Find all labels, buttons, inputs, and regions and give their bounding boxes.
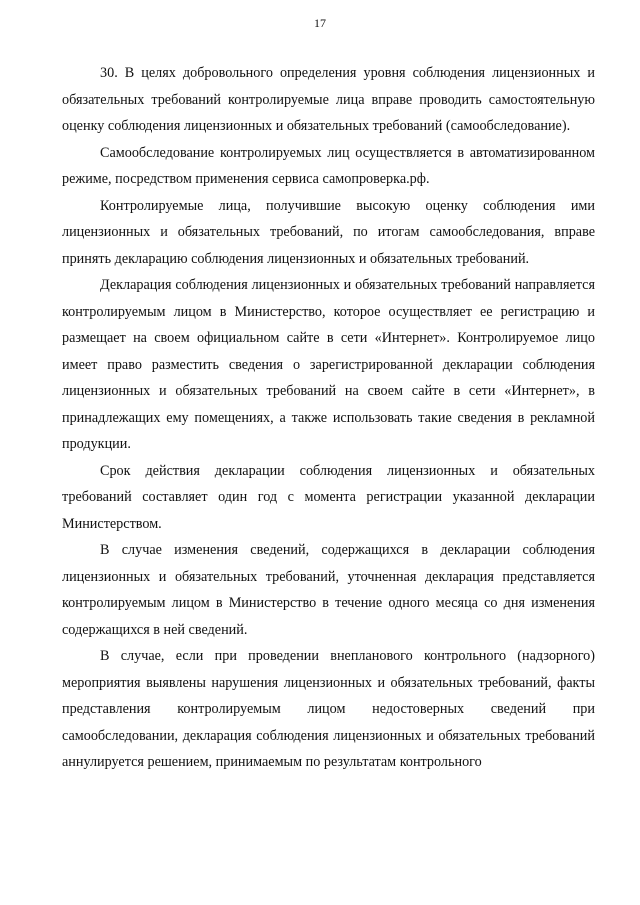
paragraph-declaration-validity: Срок действия декларации соблюдения лицензионных и обязательных требований составляет один год с момента регистрации указанной декларации Министерством.: [62, 462, 595, 532]
document-body: [62, 60, 595, 776]
paragraph-self-assessment-mode: Самообследование контролируемых лиц осуществляется в автоматизированном режиме, посредством применения сервиса самопроверка.рф.: [62, 144, 595, 187]
page-number: 17: [314, 16, 326, 30]
paragraph-declaration-acceptance: Контролируемые лица, получившие высокую оценку соблюдения ими лицензионных и обязательных требований, по итогам самообследования, вправе принять декларацию соблюдения лицензионных и обязательных требований.: [62, 197, 595, 267]
paragraph-self-assessment-right: 30. В целях добровольного определения уровня соблюдения лицензионных и обязательных требований контролируемые лица вправе проводить самостоятельную оценку соблюдения лицензионных и обязательных требований (самообследование).: [62, 65, 595, 134]
paragraph-declaration-registration: Декларация соблюдения лицензионных и обязательных требований направляется контролируемым лицом в Министерство, которое осуществляет ее регистрацию и размещает на своем официальном сайте в сети «Интернет». Контролируемое лицо имеет право разместить сведения о зарегистрированной декларации соблюдения лицензионных и обязательных требований на своем сайте в сети «Интернет», в принадлежащих ему помещениях, а также использовать такие сведения в рекламной продукции.: [62, 277, 595, 452]
paragraph-declaration-annulment: В случае, если при проведении внепланового контрольного (надзорного) мероприятия выявлены нарушения лицензионных и обязательных требований, факты представления контролируемым лицом недостоверных сведений при самообследовании, декларация соблюдения лицензионных и обязательных требований аннулируется решением, принимаемым по результатам контрольного: [62, 648, 595, 770]
paragraph-declaration-update: В случае изменения сведений, содержащихся в декларации соблюдения лицензионных и обязательных требований, уточненная декларация представляется контролируемым лицом в Министерство в течение одного месяца со дня изменения содержащихся в ней сведений.: [62, 542, 595, 638]
